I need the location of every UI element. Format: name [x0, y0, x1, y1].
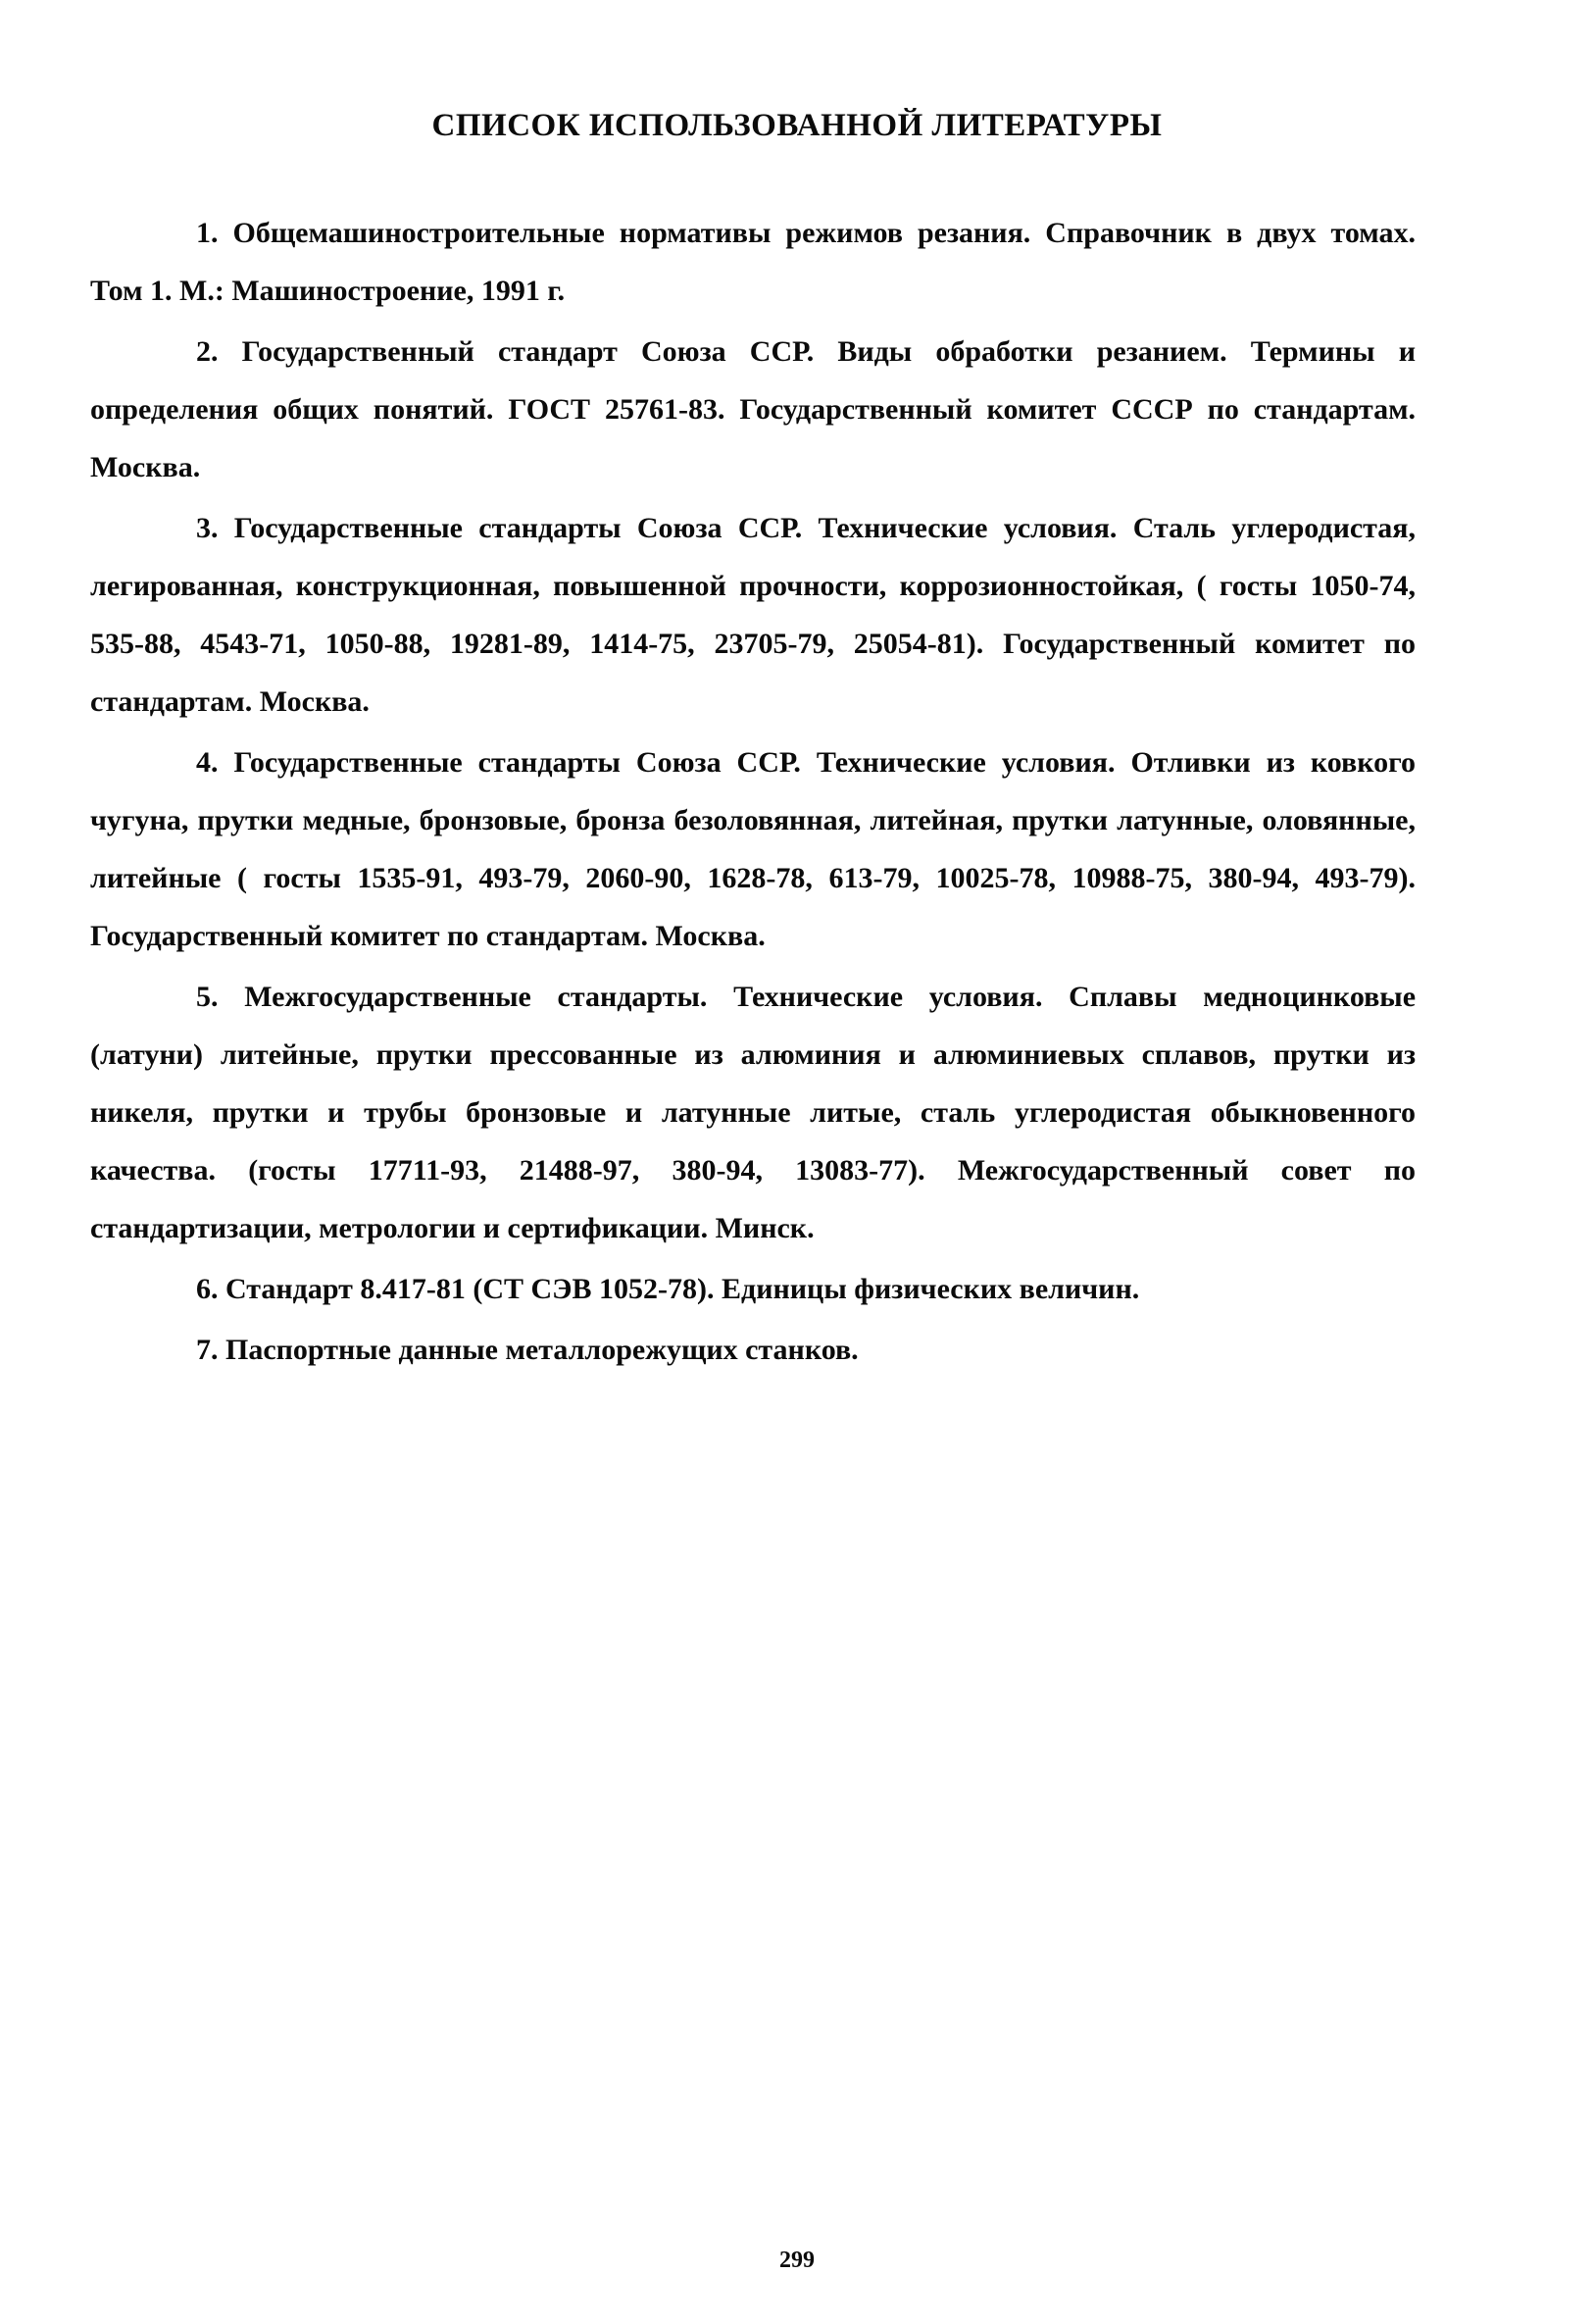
reference-text: Государственный стандарт Союза ССР. Виды обработки резанием. Термины и определения общих понятий. ГОСТ 25761-83. Государственный комитет СССР по стандартам. Москва.: [90, 335, 1416, 483]
reference-text: Государственные стандарты Союза ССР. Технические условия. Отливки из ковкого чугуна, прутки медные, бронзовые, бронза безоловянная, литейная, прутки латунные, оловянные, литейные ( госты 1535-91, 493-79, 2060-90, 1628-78, 613-79, 10025-78, 10988-75, 380-94, 493-79). Государственный комитет по стандартам. Москва.: [90, 746, 1417, 952]
reference-text: Межгосударственные стандарты. Технические условия. Сплавы медноцинковые (латуни) литейные, прутки прессованные из алюминия и алюминиевых сплавов, прутки из никеля, прутки и трубы бронзовые и латунные литые, сталь углеродистая обыкновенного качества. (госты 17711-93, 21488-97, 380-94, 13083-77). Межгосударственный совет по стандартизации, метрологии и сертификации. Минск.: [90, 981, 1417, 1244]
reference-item: [90, 1260, 1416, 1318]
reference-item: [90, 204, 1416, 320]
reference-list: [90, 204, 1416, 1382]
reference-number: 3.: [196, 512, 219, 544]
reference-number: 6.: [196, 1273, 219, 1305]
reference-number: 1.: [196, 217, 219, 249]
reference-item: [90, 968, 1416, 1257]
reference-item: [90, 1321, 1416, 1379]
reference-number: 5.: [196, 981, 219, 1013]
page-number: 299: [779, 2248, 815, 2273]
reference-text: Паспортные данные металлорежущих станков.: [225, 1334, 859, 1366]
reference-item: [90, 499, 1416, 731]
reference-number: 7.: [196, 1334, 219, 1366]
page-title: СПИСОК ИСПОЛЬЗОВАННОЙ ЛИТЕРАТУРЫ: [431, 108, 1163, 143]
reference-text: Государственные стандарты Союза ССР. Технические условия. Сталь углеродистая, легированная, конструкционная, повышенной прочности, коррозионностойкая, ( госты 1050-74, 535-88, 4543-71, 1050-88, 19281-89, 1414-75, 23705-79, 25054-81). Государственный комитет по стандартам. Москва.: [90, 512, 1416, 718]
reference-text: Стандарт 8.417-81 (СТ СЭВ 1052-78). Единицы физических величин.: [225, 1273, 1140, 1305]
reference-number: 4.: [196, 746, 219, 779]
reference-item: [90, 323, 1416, 496]
reference-item: [90, 733, 1416, 965]
reference-text: Общемашиностроительные нормативы режимов резания. Справочник в двух томах. Том 1. М.: Машиностроение, 1991 г.: [90, 217, 1417, 307]
reference-number: 2.: [196, 335, 219, 368]
